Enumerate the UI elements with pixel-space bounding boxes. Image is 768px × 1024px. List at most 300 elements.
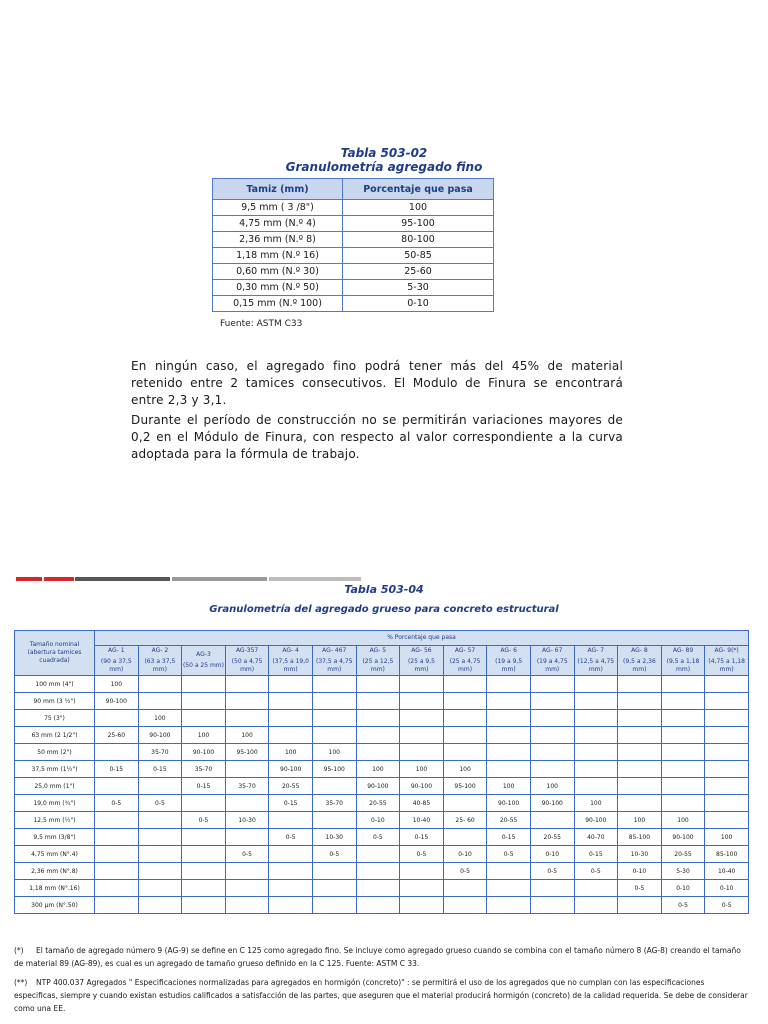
coarse-percent-cell [530, 727, 574, 744]
fine-sieve-cell: 9,5 mm ( 3 /8") [213, 200, 343, 216]
note-ag9-mark: (*) [14, 946, 24, 955]
coarse-percent-cell [312, 693, 356, 710]
coarse-percent-cell: 100 [661, 812, 705, 829]
coarse-sieve-cell: 1,18 mm (N°.16) [15, 880, 95, 897]
coarse-percent-cell [618, 778, 662, 795]
coarse-percent-cell: 20-55 [661, 846, 705, 863]
coarse-percent-cell [705, 676, 749, 693]
coarse-percent-cell: 90-100 [661, 829, 705, 846]
coarse-percent-cell: 25- 60 [443, 812, 487, 829]
fine-percent-cell: 25-60 [343, 264, 494, 280]
fine-percent-cell: 95-100 [343, 216, 494, 232]
coarse-percent-cell [269, 710, 313, 727]
coarse-percent-cell [574, 880, 618, 897]
coarse-sieve-cell: 37,5 mm (1½") [15, 761, 95, 778]
coarse-percent-cell [443, 829, 487, 846]
coarse-percent-cell [269, 846, 313, 863]
coarse-percent-cell: 25-60 [95, 727, 139, 744]
coarse-percent-cell [574, 897, 618, 914]
coarse-column-header [705, 646, 749, 676]
coarse-percent-cell [138, 693, 182, 710]
coarse-percent-cell: 10-30 [225, 812, 269, 829]
coarse-percent-cell: 0-10 [618, 863, 662, 880]
coarse-percent-cell: 95-100 [312, 761, 356, 778]
coarse-percent-cell: 0-10 [443, 846, 487, 863]
coarse-percent-cell [530, 710, 574, 727]
coarse-column-code: AG- 57 [454, 647, 476, 654]
coarse-percent-cell [530, 897, 574, 914]
coarse-percent-cell [138, 863, 182, 880]
coarse-percent-cell [661, 727, 705, 744]
coarse-table-row [15, 795, 749, 812]
coarse-percent-cell [487, 880, 531, 897]
coarse-percent-cell [487, 897, 531, 914]
coarse-percent-cell: 0-5 [443, 863, 487, 880]
coarse-percent-cell [443, 880, 487, 897]
coarse-percent-cell [574, 693, 618, 710]
coarse-table-row [15, 829, 749, 846]
coarse-percent-cell [95, 778, 139, 795]
coarse-column-code: AG- 56 [411, 647, 432, 654]
coarse-percent-cell [356, 693, 400, 710]
coarse-percent-cell: 100 [618, 812, 662, 829]
coarse-column-header [661, 646, 705, 676]
fine-table-row [213, 248, 494, 264]
header-bar-red [44, 577, 74, 581]
coarse-percent-cell [356, 863, 400, 880]
coarse-percent-cell [661, 795, 705, 812]
fine-sieve-cell: 2,36 mm (N.º 8) [213, 232, 343, 248]
coarse-percent-cell: 35-70 [312, 795, 356, 812]
coarse-column-header [312, 646, 356, 676]
coarse-sieve-cell: 300 µm (N°.50) [15, 897, 95, 914]
coarse-group-header: % Porcentaje que pasa [95, 631, 749, 646]
fine-sieve-cell: 0,30 mm (N.º 50) [213, 280, 343, 296]
fine-sieve-cell: 0,15 mm (N.º 100) [213, 296, 343, 312]
coarse-sieve-cell: 19,0 mm (¾") [15, 795, 95, 812]
coarse-percent-cell: 0-15 [400, 829, 444, 846]
coarse-percent-cell [574, 727, 618, 744]
coarse-percent-cell [225, 676, 269, 693]
coarse-percent-cell [574, 676, 618, 693]
coarse-sieve-cell: 75 (3") [15, 710, 95, 727]
coarse-percent-cell [269, 880, 313, 897]
coarse-percent-cell: 90-100 [269, 761, 313, 778]
coarse-percent-cell [182, 829, 226, 846]
coarse-percent-cell [225, 761, 269, 778]
coarse-percent-cell: 0-5 [618, 880, 662, 897]
coarse-percent-cell [487, 710, 531, 727]
coarse-percent-cell [443, 795, 487, 812]
coarse-percent-cell: 0-10 [356, 812, 400, 829]
coarse-percent-cell: 0-15 [138, 761, 182, 778]
coarse-percent-cell [487, 676, 531, 693]
coarse-column-range: (37,5 a 4,75 mm) [315, 658, 353, 673]
coarse-percent-cell [618, 710, 662, 727]
coarse-percent-cell [356, 727, 400, 744]
coarse-column-range: (25 a 9,5 mm) [407, 658, 435, 673]
coarse-percent-cell: 10-30 [618, 846, 662, 863]
coarse-percent-cell [138, 880, 182, 897]
coarse-sieve-cell: 50 mm (2") [15, 744, 95, 761]
coarse-percent-cell [182, 693, 226, 710]
coarse-percent-cell [661, 778, 705, 795]
coarse-percent-cell [225, 829, 269, 846]
coarse-percent-cell [530, 693, 574, 710]
fine-header-percent: Porcentaje que pasa [343, 179, 494, 200]
coarse-percent-cell: 85-100 [705, 846, 749, 863]
note-ntp-text: NTP 400.037 Agregados " Especificaciones normalizadas para agregados en hormigón (concreto)" : se permitirá el uso de los agregados que no cumplan con las especificaciones especificas, siempre y cuando existan estudios calificados a satisfacción de las partes, que aseguren que el material producirá hormigón (concreto) de la calidad requerida. Se debe de considerar como una EE. [14, 978, 748, 1013]
fine-header-sieve: Tamiz (mm) [213, 179, 343, 200]
coarse-percent-cell: 100 [356, 761, 400, 778]
paragraph-fineness-variation: Durante el período de construcción no se permitirán variaciones mayores de 0,2 en el Módulo de Finura, con respecto al valor correspondiente a la curva adoptada para la fórmula de trabajo. [131, 413, 623, 461]
coarse-percent-cell: 90-100 [530, 795, 574, 812]
coarse-percent-cell: 10-40 [400, 812, 444, 829]
coarse-sieve-cell: 25,0 mm (1") [15, 778, 95, 795]
coarse-percent-cell [618, 761, 662, 778]
coarse-percent-cell [356, 710, 400, 727]
coarse-table-row [15, 727, 749, 744]
coarse-percent-cell: 35-70 [138, 744, 182, 761]
coarse-column-header [530, 646, 574, 676]
coarse-aggregate-table [14, 630, 749, 914]
coarse-percent-cell: 20-55 [530, 829, 574, 846]
coarse-percent-cell [618, 795, 662, 812]
coarse-percent-cell: 100 [487, 778, 531, 795]
coarse-table-row [15, 846, 749, 863]
coarse-table-row [15, 676, 749, 693]
coarse-percent-cell: 0-5 [182, 812, 226, 829]
coarse-percent-cell: 90-100 [356, 778, 400, 795]
coarse-percent-cell: 0-15 [487, 829, 531, 846]
coarse-percent-cell [618, 897, 662, 914]
coarse-column-range: (90 a 37,5 mm) [100, 658, 132, 673]
coarse-percent-cell [400, 727, 444, 744]
coarse-percent-cell [356, 846, 400, 863]
fine-table-row [213, 264, 494, 280]
coarse-percent-cell [574, 778, 618, 795]
fine-table-subtitle: Granulometría agregado fino [285, 160, 483, 174]
coarse-percent-cell [182, 863, 226, 880]
coarse-percent-cell: 0-15 [182, 778, 226, 795]
coarse-percent-cell: 5-30 [661, 863, 705, 880]
fine-table-row [213, 232, 494, 248]
coarse-sieve-cell: 100 mm (4") [15, 676, 95, 693]
coarse-percent-cell [225, 795, 269, 812]
coarse-percent-cell: 0-10 [661, 880, 705, 897]
coarse-percent-cell [705, 812, 749, 829]
coarse-percent-cell [225, 897, 269, 914]
coarse-percent-cell: 90-100 [487, 795, 531, 812]
coarse-column-header [400, 646, 444, 676]
fine-aggregate-table [212, 178, 494, 312]
coarse-column-range: (12,5 a 4,75 mm) [577, 658, 615, 673]
coarse-percent-cell: 0-5 [95, 795, 139, 812]
coarse-sieve-cell: 12,5 mm (½") [15, 812, 95, 829]
coarse-percent-cell [618, 744, 662, 761]
coarse-percent-cell [356, 744, 400, 761]
coarse-percent-cell [356, 676, 400, 693]
fine-table-source: Fuente: ASTM C33 [220, 319, 303, 329]
fine-sieve-cell: 1,18 mm (N.º 16) [213, 248, 343, 264]
coarse-column-range: (37,5 a 19,0 mm) [272, 658, 309, 673]
coarse-percent-cell: 0-5 [225, 846, 269, 863]
coarse-percent-cell [443, 693, 487, 710]
coarse-percent-cell: 100 [574, 795, 618, 812]
coarse-percent-cell [487, 863, 531, 880]
coarse-percent-cell [312, 863, 356, 880]
coarse-column-code: AG- 9(*) [714, 647, 739, 654]
coarse-percent-cell: 0-5 [661, 897, 705, 914]
coarse-column-code: AG- 2 [151, 647, 169, 654]
coarse-percent-cell [705, 727, 749, 744]
coarse-table-title: Tabla 503-04 [344, 583, 424, 596]
coarse-column-range: (25 a 12,5 mm) [362, 658, 394, 673]
coarse-percent-cell [574, 744, 618, 761]
coarse-percent-cell: 20-55 [356, 795, 400, 812]
coarse-percent-cell [182, 897, 226, 914]
coarse-column-header [182, 646, 226, 676]
coarse-column-range: (25 a 4,75 mm) [449, 658, 481, 673]
coarse-column-code: AG- 5 [369, 647, 387, 654]
coarse-corner-header: Tamaño nominal (abertura tamices cuadrada) [15, 631, 95, 676]
coarse-column-code: AG- 1 [108, 647, 125, 654]
coarse-percent-cell: 90-100 [574, 812, 618, 829]
coarse-percent-cell: 20-55 [487, 812, 531, 829]
coarse-table-row [15, 863, 749, 880]
coarse-percent-cell: 100 [705, 829, 749, 846]
coarse-table-row [15, 744, 749, 761]
coarse-percent-cell: 0-5 [487, 846, 531, 863]
coarse-percent-cell [95, 829, 139, 846]
coarse-percent-cell: 20-55 [269, 778, 313, 795]
coarse-table-row [15, 812, 749, 829]
note-ntp-mark: (**) [14, 978, 28, 987]
coarse-percent-cell: 0-15 [95, 761, 139, 778]
coarse-column-range: (50 a 4,75 mm) [231, 658, 263, 673]
coarse-percent-cell: 90-100 [138, 727, 182, 744]
coarse-percent-cell [705, 778, 749, 795]
coarse-percent-cell: 100 [95, 676, 139, 693]
coarse-percent-cell [269, 727, 313, 744]
coarse-column-range: (50 a 25 mm) [182, 662, 224, 669]
fine-table-row [213, 280, 494, 296]
coarse-percent-cell: 100 [530, 778, 574, 795]
coarse-column-range: (19 a 4,75 mm) [536, 658, 568, 673]
coarse-percent-cell [138, 829, 182, 846]
coarse-percent-cell [530, 744, 574, 761]
coarse-percent-cell [182, 795, 226, 812]
coarse-percent-cell [574, 710, 618, 727]
note-ntp [14, 976, 749, 1015]
coarse-sieve-cell: 90 mm (3 ½") [15, 693, 95, 710]
fine-sieve-cell: 0,60 mm (N.º 30) [213, 264, 343, 280]
coarse-column-range: (9,5 a 2,36 mm) [623, 658, 656, 673]
coarse-percent-cell: 40-70 [574, 829, 618, 846]
coarse-percent-cell [356, 897, 400, 914]
coarse-percent-cell [400, 880, 444, 897]
coarse-percent-cell [400, 744, 444, 761]
coarse-percent-cell [182, 846, 226, 863]
coarse-column-code: AG-357 [235, 647, 259, 654]
coarse-percent-cell [574, 761, 618, 778]
coarse-percent-cell [138, 846, 182, 863]
coarse-percent-cell [443, 744, 487, 761]
coarse-percent-cell [661, 710, 705, 727]
coarse-percent-cell [443, 727, 487, 744]
fine-table-title: Tabla 503-02 [340, 146, 428, 160]
coarse-column-code: AG- 8 [631, 647, 648, 654]
coarse-column-header [487, 646, 531, 676]
coarse-percent-cell [705, 795, 749, 812]
coarse-percent-cell [443, 897, 487, 914]
note-ag9 [14, 944, 749, 970]
coarse-percent-cell: 100 [138, 710, 182, 727]
coarse-percent-cell [530, 761, 574, 778]
coarse-percent-cell [225, 693, 269, 710]
coarse-sieve-cell: 63 mm (2 1/2") [15, 727, 95, 744]
coarse-percent-cell: 100 [225, 727, 269, 744]
coarse-column-header [225, 646, 269, 676]
coarse-percent-cell: 100 [443, 761, 487, 778]
coarse-percent-cell [661, 744, 705, 761]
coarse-column-header [618, 646, 662, 676]
coarse-percent-cell [705, 761, 749, 778]
coarse-percent-cell [400, 676, 444, 693]
fine-table-row [213, 296, 494, 312]
coarse-percent-cell: 0-5 [312, 846, 356, 863]
coarse-percent-cell [618, 727, 662, 744]
coarse-percent-cell: 0-5 [138, 795, 182, 812]
coarse-percent-cell: 0-5 [400, 846, 444, 863]
coarse-percent-cell: 0-5 [530, 863, 574, 880]
coarse-percent-cell [182, 710, 226, 727]
coarse-percent-cell: 85-100 [618, 829, 662, 846]
coarse-column-header [356, 646, 400, 676]
coarse-percent-cell [487, 744, 531, 761]
coarse-percent-cell [269, 863, 313, 880]
coarse-percent-cell [138, 897, 182, 914]
header-bar-grey [172, 577, 267, 581]
coarse-percent-cell: 95-100 [443, 778, 487, 795]
coarse-percent-cell [95, 863, 139, 880]
note-ag9-text: El tamaño de agregado número 9 (AG-9) se define en C 125 como agregado fino. Se incluye como agregado grueso cuando se combina con el tamaño número 8 (AG-8) creando el tamaño de material 89 (AG-89), es cual es un agregado de tamaño grueso definido en la C 125. Fuente: ASTM C 33. [14, 946, 741, 968]
coarse-percent-cell [487, 727, 531, 744]
coarse-column-code: AG- 6 [500, 647, 517, 654]
coarse-percent-cell: 100 [400, 761, 444, 778]
coarse-percent-cell [138, 778, 182, 795]
coarse-percent-cell [312, 710, 356, 727]
coarse-percent-cell: 10-40 [705, 863, 749, 880]
coarse-percent-cell: 35-70 [182, 761, 226, 778]
coarse-sieve-cell: 2,36 mm (N°.8) [15, 863, 95, 880]
coarse-table-subtitle: Granulometría del agregado grueso para concreto estructural [209, 604, 559, 615]
coarse-percent-cell: 0-15 [269, 795, 313, 812]
coarse-percent-cell [443, 676, 487, 693]
coarse-percent-cell [95, 812, 139, 829]
fine-table-row [213, 200, 494, 216]
coarse-percent-cell [225, 863, 269, 880]
coarse-percent-cell [312, 727, 356, 744]
coarse-percent-cell: 95-100 [225, 744, 269, 761]
coarse-percent-cell [618, 676, 662, 693]
coarse-percent-cell [400, 710, 444, 727]
coarse-column-code: AG- 467 [322, 647, 347, 654]
coarse-percent-cell [312, 897, 356, 914]
coarse-percent-cell [95, 897, 139, 914]
coarse-percent-cell [312, 676, 356, 693]
coarse-percent-cell: 0-5 [705, 897, 749, 914]
coarse-table-row [15, 761, 749, 778]
coarse-column-code: AG- 4 [282, 647, 299, 654]
coarse-column-header [138, 646, 182, 676]
fine-percent-cell: 0-10 [343, 296, 494, 312]
coarse-percent-cell [95, 744, 139, 761]
coarse-percent-cell: 0-5 [356, 829, 400, 846]
coarse-column-range: (4,75 a 1,18 mm) [708, 658, 745, 673]
fine-percent-cell: 80-100 [343, 232, 494, 248]
coarse-percent-cell [487, 761, 531, 778]
coarse-column-code: AG-3 [196, 651, 211, 658]
coarse-percent-cell: 90-100 [400, 778, 444, 795]
header-bar-red-small [16, 577, 42, 581]
coarse-percent-cell: 90-100 [95, 693, 139, 710]
coarse-percent-cell: 0-10 [705, 880, 749, 897]
coarse-percent-cell [95, 710, 139, 727]
coarse-column-range: (9,5 a 1,18 mm) [666, 658, 700, 673]
coarse-column-header [269, 646, 313, 676]
coarse-percent-cell [705, 744, 749, 761]
coarse-percent-cell [182, 880, 226, 897]
coarse-percent-cell [225, 710, 269, 727]
coarse-column-code: AG- 7 [587, 647, 605, 654]
header-bar-dark [75, 577, 170, 581]
coarse-percent-cell [705, 693, 749, 710]
coarse-percent-cell [312, 880, 356, 897]
coarse-percent-cell [400, 693, 444, 710]
coarse-percent-cell [661, 693, 705, 710]
coarse-percent-cell [225, 880, 269, 897]
coarse-percent-cell [705, 710, 749, 727]
coarse-percent-cell: 35-70 [225, 778, 269, 795]
coarse-percent-cell [400, 863, 444, 880]
coarse-percent-cell: 90-100 [182, 744, 226, 761]
coarse-percent-cell: 0-15 [574, 846, 618, 863]
coarse-percent-cell [618, 693, 662, 710]
coarse-percent-cell [400, 897, 444, 914]
coarse-percent-cell: 100 [312, 744, 356, 761]
coarse-column-header [443, 646, 487, 676]
coarse-percent-cell: 0-10 [530, 846, 574, 863]
coarse-column-header [95, 646, 139, 676]
coarse-percent-cell [182, 676, 226, 693]
coarse-sieve-cell: 4,75 mm (N°.4) [15, 846, 95, 863]
coarse-percent-cell [269, 693, 313, 710]
coarse-percent-cell [95, 880, 139, 897]
coarse-percent-cell [356, 880, 400, 897]
fine-table-row [213, 216, 494, 232]
coarse-percent-cell [138, 812, 182, 829]
coarse-table-row [15, 897, 749, 914]
fine-percent-cell: 100 [343, 200, 494, 216]
coarse-percent-cell [661, 676, 705, 693]
coarse-table-row [15, 693, 749, 710]
coarse-column-range: (63 a 37,5 mm) [144, 658, 176, 673]
coarse-percent-cell: 10-30 [312, 829, 356, 846]
fine-percent-cell: 5-30 [343, 280, 494, 296]
coarse-percent-cell [487, 693, 531, 710]
coarse-percent-cell [269, 676, 313, 693]
